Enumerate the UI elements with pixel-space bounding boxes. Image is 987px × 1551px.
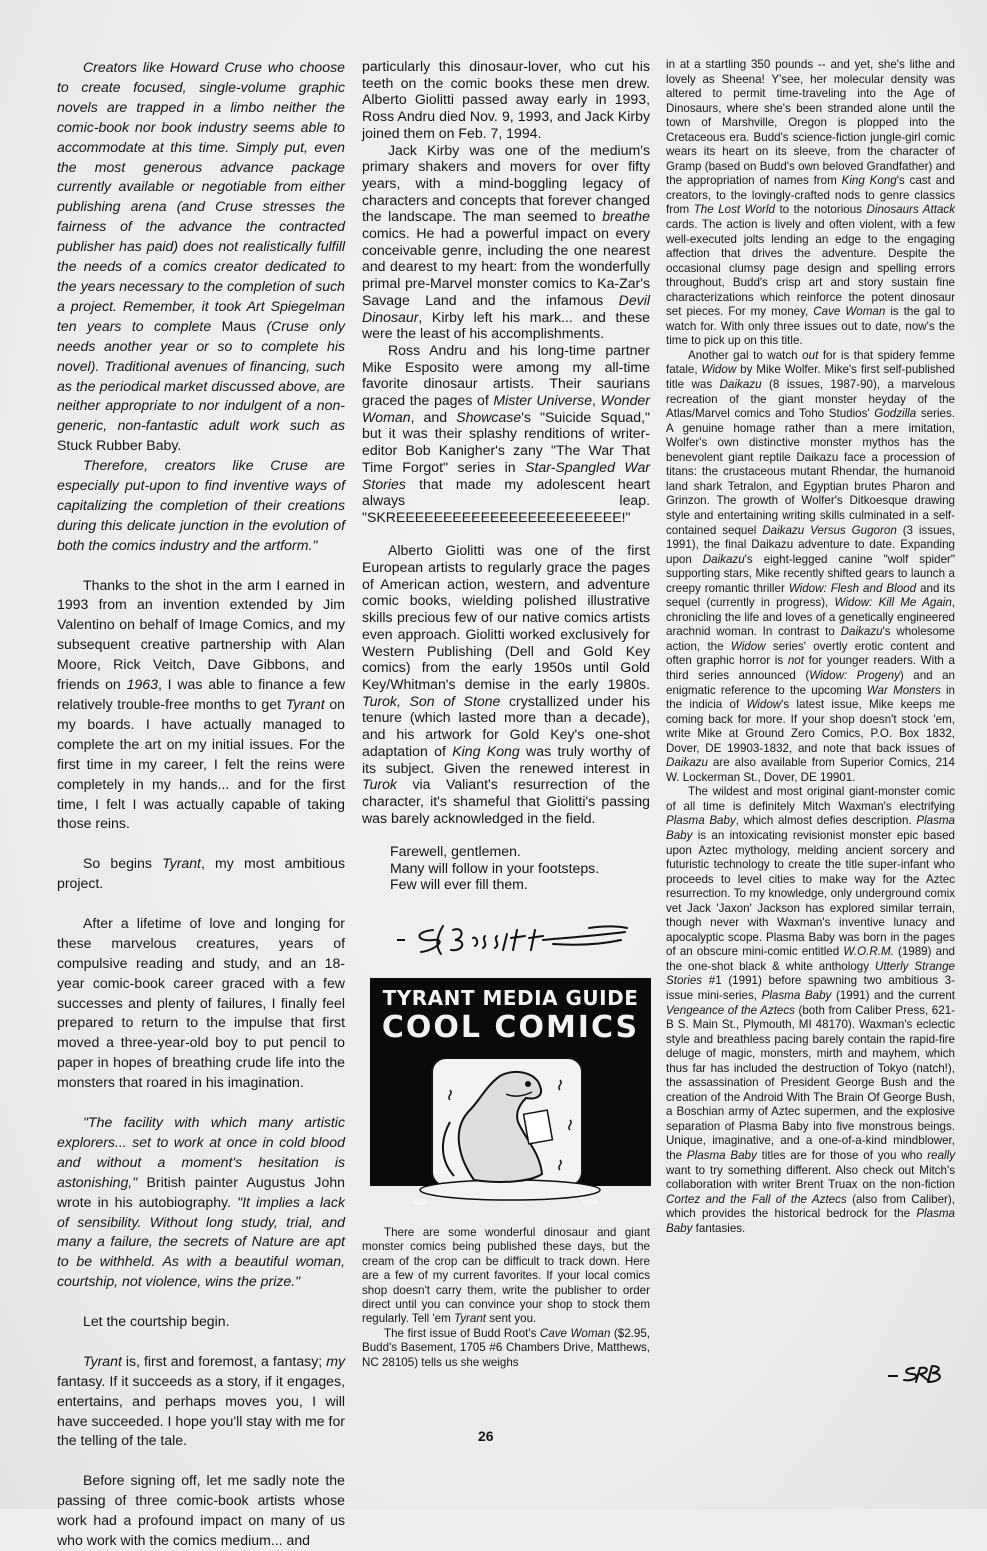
artists-continued-paragraph: particularly this dinosaur-lover, who cut his teeth on the comic books these men drew. Alberto Giolitti passed away early in 1993, Ross Andru died Nov. 9, 1993, and Jack Kirby joined them on Feb. 7, 1994. [362, 58, 650, 141]
banner-title-line1: TYRANT MEDIA GUIDE [382, 986, 639, 1010]
dinosaur-in-ice-illustration-icon [410, 1050, 610, 1210]
cool-comics-intro [362, 1226, 650, 1370]
plasma-baby-paragraph: The wildest and most original giant-monster comic of all time is definitely Mitch Waxman's electrifying Plasma Baby, which almost defies description. Plasma Baby is an intoxicating revisionist monster epic based upon Aztec mythology, melding ancient sorcery and futuristic technology to create the title super-infant who proceeds to level cities to make way for the Aztec resurrection. To my knowledge, only underground comix vet Jack 'Jaxon' Jackson has explored similar terrain, though never with Waxman's inventive lunacy and apocalyptic scope. Plasma Baby was born in the pages of an obscure mini-comic entitled W.O.R.M. (1989) and the one-shot black & white anthology Utterly Strange Stories #1 (1991) before spawning two ambitious 3-issue mini-series, Plasma Baby (1991) and the current Vengeance of the Aztecs (both from Caliber Press, 621-B S. Main St., Plymouth, MI 48170). Waxman's eclectic style and breathless pacing barely contain the rapid-fire deluge of magic, monsters, mirth and mayhem, which thus far has included the destruction of Tokyo (natch!), the assassination of President George Bush and the creation of the Android With The Brain Of George Bush, a Boschian army of Aztec supermen, and the explosive separation of Plasma Baby into five monstrous beings. Unique, imaginative, and a one-of-a-kind mindblower, the Plasma Baby titles are for those of you who really want to try something different. Also check out Mitch's collaboration with writer Brent Truax on the non-fiction Cortez and the Fall of the Aztecs (also from Caliber), which provides the historical bedrock for the Plasma Baby fantasies. [666, 785, 956, 1235]
column-3 [666, 58, 955, 1236]
andru-paragraph: Ross Andru and his long-time partner Mike Esposito were among my all-time favorite dinosaur artists. Their saurians graced the pages of Mister Universe, Wonder Woman, and Showcase's "Suicide Squad," but it was their splashy renditions of writer-editor Bob Kanigher's zany "The War That Time Forgot" series in Star-Spangled War Stories that made my adolescent heart always leap. "SKREEEEEEEEEEEEEEEEEEEEEEEE!" [362, 341, 651, 525]
augustus-john-paragraph: "The facility with which many artistic explorers... set to work at once in cold blood and without a moment's hesitation is astonishing," British painter Augustus John wrote in his autobiography. "It implies a lack of sensibility. Without long study, trial, and many a failure, the secrets of Nature are apt to be withheld. As with a beautiful woman, courtship, not violence, wins the prize." [57, 1113, 345, 1290]
column-1 [57, 58, 345, 1551]
widow-paragraph: Another gal to watch out for is that spidery femme fatale, Widow by Mike Wolfer. Mike's first self-published title was Daikazu (8 issues, 1987-90), a marvelous recreation of the giant monster heyday of the Atlas/Marvel comics and Toho Studios' Godzilla series. A genuine homage rather than a mere imitation, Wolfer's own distinctive monster mythos has the benevolent giant reptile Daikazu face a procession of titans: the crustaceous mutant Rhendar, the humanoid land shark Tetralon, and Egyptian brutes Pharon and Grinzon. The growth of Wolfer's Ditkoesque drawing style and entertaining writing skills culminated in a self-contained sequel Daikazu Versus Gugoron (3 issues, 1991), the final Daikazu adventure to date. Expanding upon Daikazu's eight-legged canine "wolf spider" supporting stars, Mike recently shifted gears to launch a creepy romantic thriller Widow: Flesh and Blood and its sequel (currently in progress), Widow: Kill Me Again, chronicling the life and loves of a genetically engineered arachnid woman. In contrast to Daikazu's wholesome action, the Widow series' overtly erotic content and often graphic horror is not for younger readers. With a third series announced (Widow: Progeny) and an enigmatic reference to the upcoming War Monsters in the indicia of Widow's latest issue, Mike keeps me coming back for more. If your shop doesn't stock 'em, write Mike at Ground Zero Comics, P.O. Box 1832, Dover, DE 19903-1832, and note that back issues of Daikazu are also available from Superior Comics, 214 W. Lockerman St., Dover, DE 19901. [666, 348, 956, 784]
cruse-quote-paragraph-1: Creators like Howard Cruse who choose to create focused, single-volume graphic novels are trapped in a limbo neither the comic-book nor book industry seems able to accommodate at this time. Simply put, even the most generous advance package currently available or negotiable from either publishing arena (and Cruse stresses the fairness of the advance the contracted publisher has paid) does not realistically fulfill the needs of a comics creator dedicated to the years necessary to the completion of such a project. Remember, it took Art Spiegelman ten years to complete Maus (Cruse only needs another year or so to complete his novel). Traditional avenues of financing, such as the periodical market discussed above, are neither appropriate to nor indulgent of a non-generic, non-fantastic adult work such as Stuck Rubber Baby. [57, 59, 345, 454]
courtship-paragraph: Let the courtship begin. [83, 1313, 230, 1330]
signing-off-paragraph: Before signing off, let me sadly note the passing of three comic-book artists whose work had a profound impact on many of us who work with the comics medium... and [57, 1472, 345, 1548]
giolitti-paragraph: Alberto Giolitti was one of the first European artists to regularly grace the pages of American action, western, and adventure comic books, wielding polished illustrative skills precious few of our native comics artists even approach. Giolitti worked exclusively for Western Publishing (Dell and Gold Key comics) from the early 1950s until Gold Key/Whitman's demise in the early 1980s. Turok, Son of Stone crystallized under his tenure (which lasted more than a decade), and his artwork for Gold Key's one-shot adaptation of King Kong was truly worthy of its subject. Given the renewed interest in Turok via Valiant's resurrection of the character, it's shameful that Giolitti's passing was barely acknowledged in the field. [362, 542, 650, 826]
farewell-line-1: Farewell, gentlemen. [390, 843, 521, 860]
author-signature [393, 918, 633, 958]
cave-woman-paragraph: The first issue of Budd Root's Cave Woman ($2.95, Budd's Basement, 1705 #6 Chambers Drive, Matthews, NC 28105) tells us she weighs [362, 1326, 650, 1369]
so-begins-paragraph: So begins Tyrant, my most ambitious project. [57, 855, 345, 892]
farewell-line-3: Few will ever fill them. [390, 876, 528, 893]
fantasy-paragraph: Tyrant is, first and foremost, a fantasy; my fantasy. If it succeeds as a story, if it engages, entertains, and perhaps moves you, I will have succeeded. I hope you'll stay with me for the telling of the tale. [57, 1352, 345, 1449]
intro-paragraph: There are some wonderful dinosaur and giant monster comics being published these days, but the cream of the crop can be difficult to track down. Here are a few of my current favorites. If your local comics shop doesn't carry them, write the publisher to order direct until you can convince your shop to stock them regularly. Tell 'em Tyrant sent you. [362, 1226, 650, 1326]
kirby-paragraph: Jack Kirby was one of the medium's primary shakers and movers for over fifty years, with a mind-boggling legacy of characters and concepts that forever changed the landscape. The man seemed to breathe comics. He had a powerful impact on every conceivable genre, including the one nearest and dearest to my heart: from the wonderfully primal pre-Marvel monster comics to Ka-Zar's Savage Land and the infamous Devil Dinosaur, Kirby left his mark... and these were the least of his accomplishments. [362, 141, 650, 342]
lifetime-paragraph: After a lifetime of love and longing for these marvelous creatures, years of compulsive reading and study, and an 18-year comic-book career graced with a few successes and plenty of failures, I finally feel prepared to return to the impulse that first moved a three-year-old boy to put pencil to paper in hopes of breathing crude life into the monsters that roared in his imagination. [57, 914, 345, 1091]
thanks-paragraph: Thanks to the shot in the arm I earned in 1993 from an invention extended by Jim Valentino on behalf of Image Comics, and my subsequent creative partnership with Alan Moore, Rick Veitch, Dave Gibbons, and friends on 1963, I was able to finance a few relatively trouble-free months to get Tyrant on my boards. I have actually managed to complete the art on my initial issues. For the first time in my career, I felt the reins were completely in my hands... and for the first time, I felt I was actually capable of taking those reins. [57, 576, 346, 832]
signature-scribble-icon [393, 918, 633, 958]
banner-title-line2: COOL COMICS [381, 1010, 640, 1045]
farewell-line-2: Many will follow in your footsteps. [390, 859, 600, 876]
cave-woman-continued-paragraph: in at a startling 350 pounds -- and yet, she's lithe and lovely as Sheena! Y'see, her molecular density was altered to permit time-traveling into the Age of Dinosaurs, where she's been stranded alone until the town of Marshville, Oregon is plopped into the Cretaceous era. Budd's science-fiction jungle-girl comic wears its heart on its sleeve, from the character of Gramp (based on Budd's own beloved Grandfather) and the appropriation of names from King Kong's cast and creators, to the lovingly-crafted nods to genre classics from The Lost World to the notorious Dinosaurs Attack cards. The action is lively and often violent, with a few well-executed jolts lending an edge to the engaging affection that drives the adventure. Despite the occasional clumsy page design and spelling errors throughout, Budd's crisp art and story sustain fine characterizations which reinforce the potent dinosaur set pieces. For my money, Cave Woman is the gal to watch for. With only three issues out to date, now's the time to pick up on this title. [666, 58, 956, 348]
tyrant-media-guide-banner [370, 978, 651, 1186]
column-2 [362, 58, 650, 893]
initials-scribble-icon [886, 1362, 946, 1384]
cruse-quote-paragraph-2: Therefore, creators like Cruse are especially put-upon to find inventive ways of capitalizing the completion of their creations during this delicate junction in the evolution of both the comics industry and the artform." [57, 457, 345, 553]
author-initials [886, 1362, 946, 1384]
page-number: 26 [478, 1428, 494, 1444]
